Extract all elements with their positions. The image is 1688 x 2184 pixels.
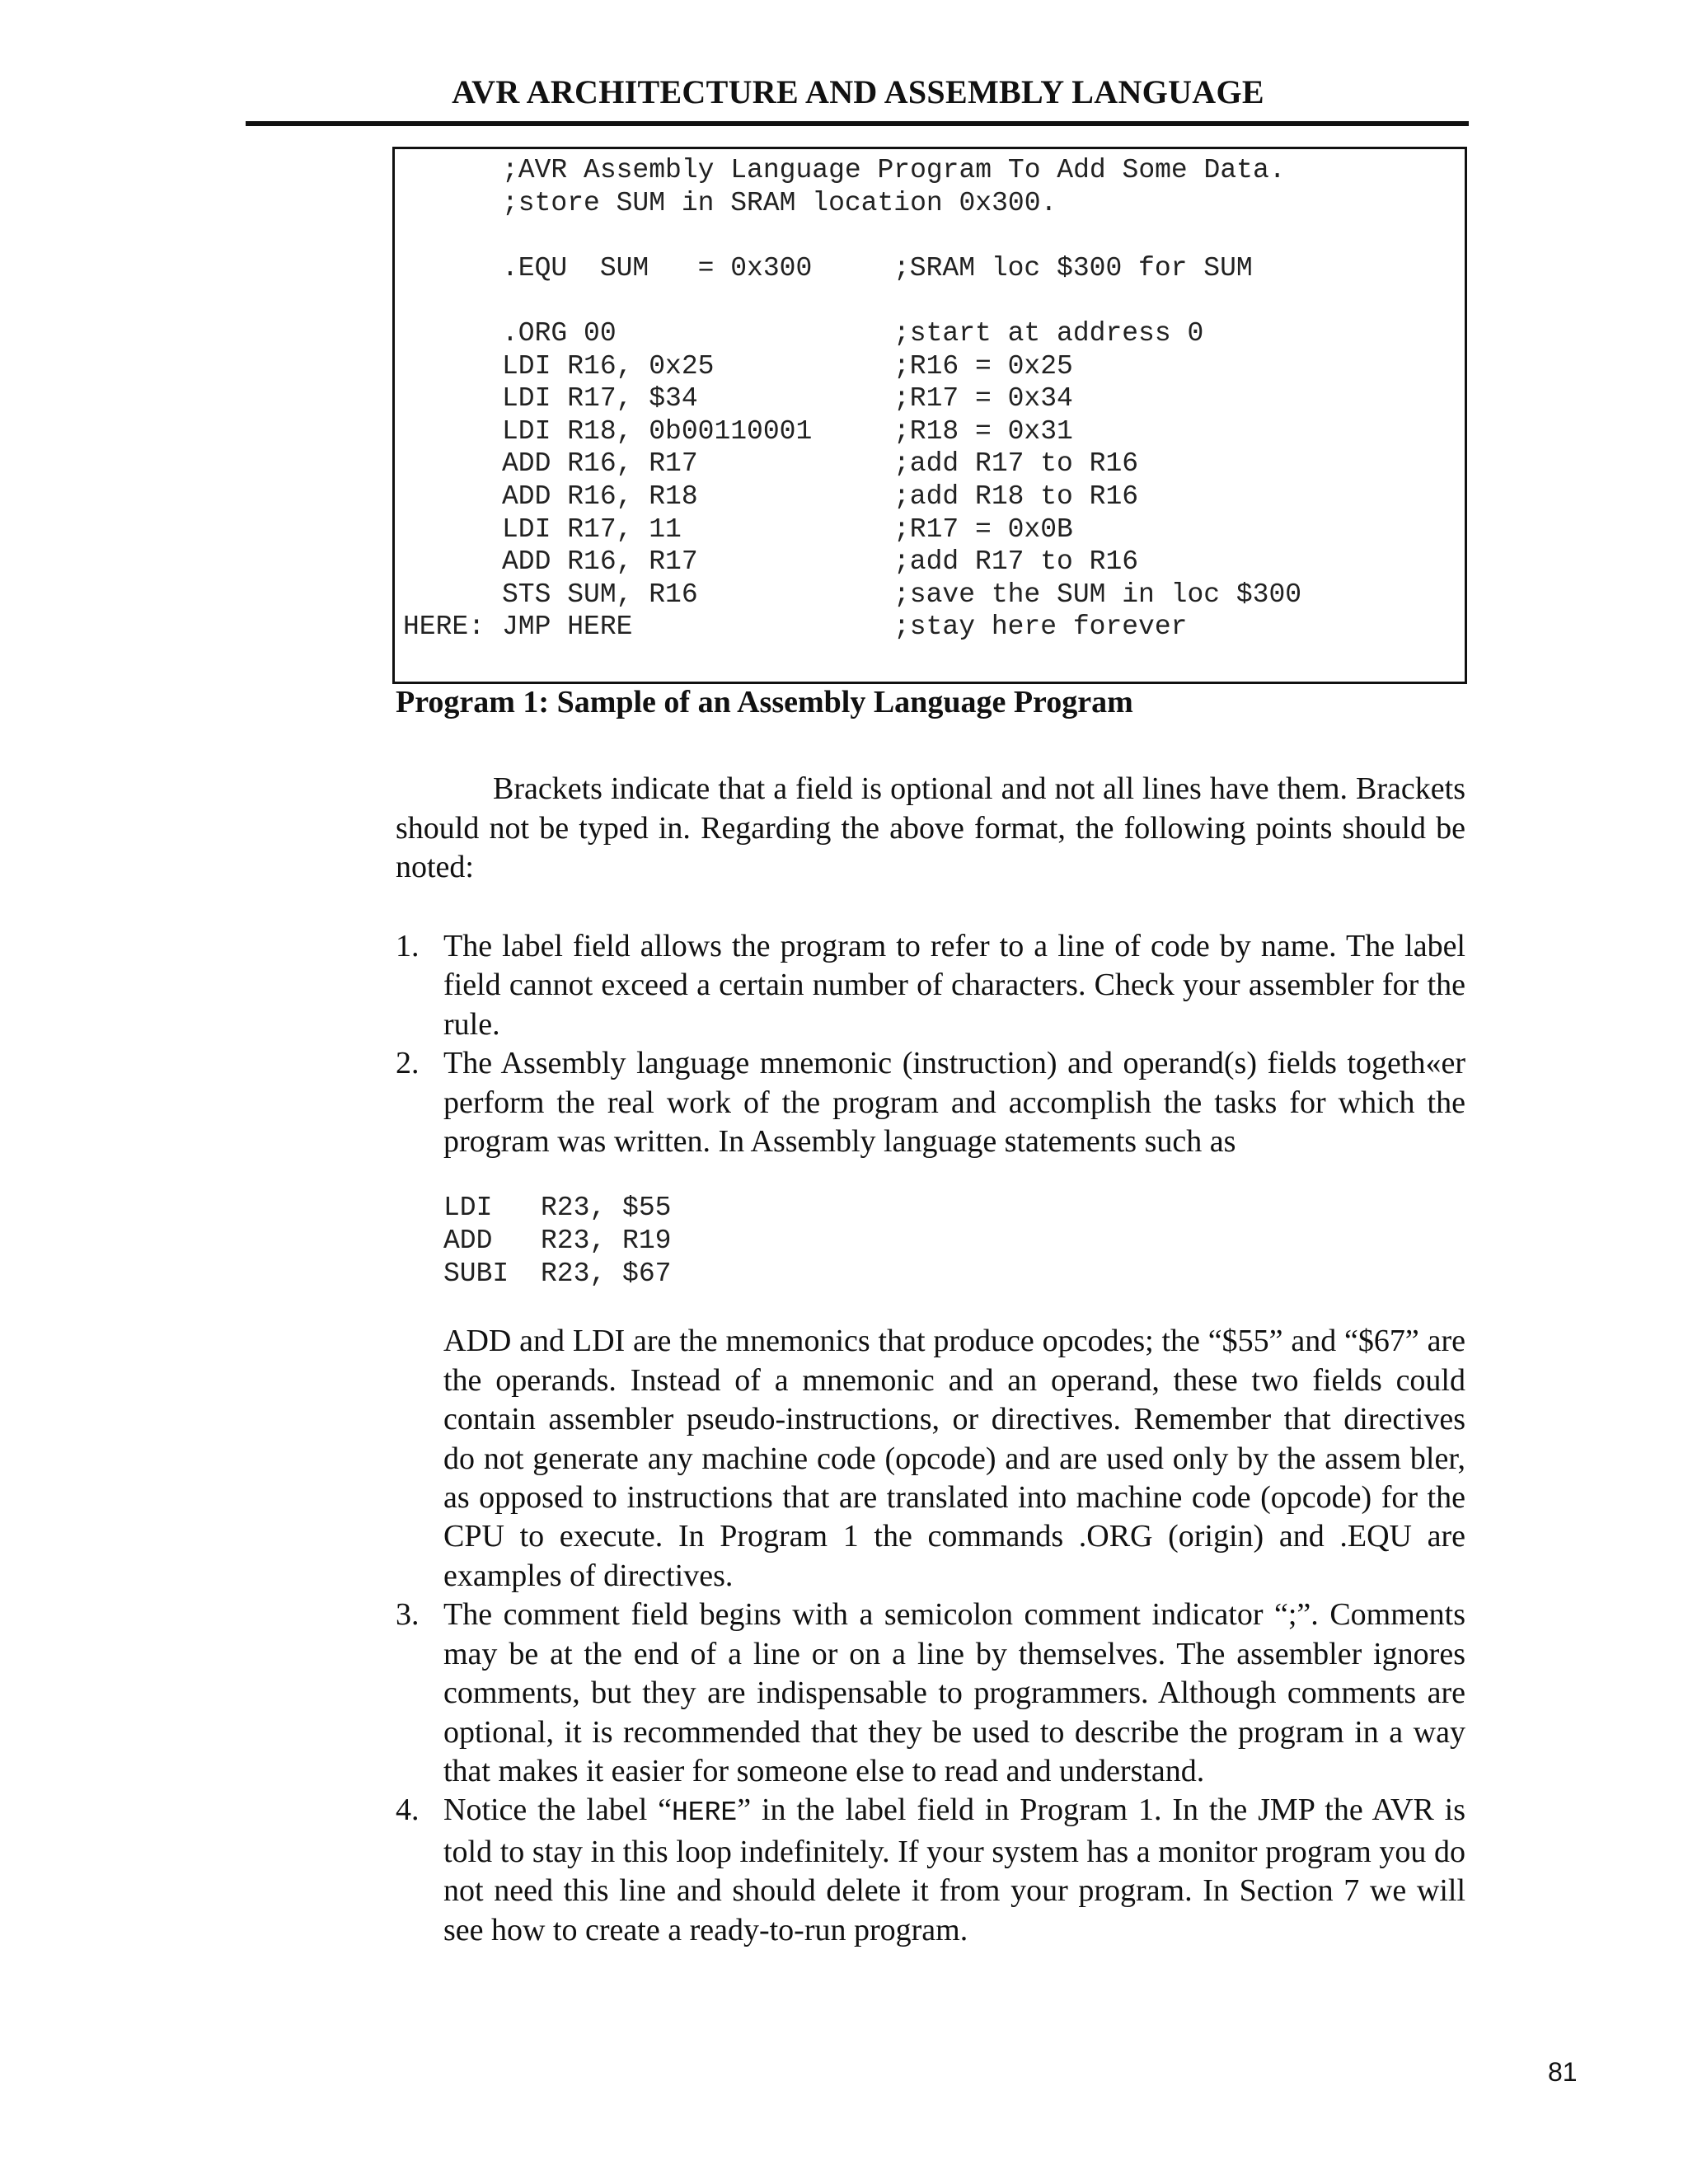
code-line <box>395 252 1465 285</box>
code-operands: R23, $67 <box>541 1258 672 1290</box>
code-instruction: ADD R16, R17 <box>502 448 698 480</box>
code-line <box>395 284 1465 317</box>
code-line <box>395 546 1465 579</box>
example-code-line <box>443 1192 1465 1225</box>
code-line <box>395 154 1465 187</box>
code-comment: ;SRAM loc $300 for SUM <box>893 252 1253 284</box>
code-comment: ;stay here forever <box>893 612 1188 643</box>
code-instruction: ;AVR Assembly Language Program To Add Some Data. <box>502 155 1286 185</box>
code-label: HERE: <box>403 612 485 643</box>
code-instruction: .ORG 00 <box>502 317 617 349</box>
list-item-text: The Assembly language mnemonic (instruction) and operand(s) fields togeth«er perform the real work of the program and accomplish the tasks for which the program was written. In Assembly language statements such as <box>443 1046 1465 1160</box>
list-item-continuation <box>396 1322 1465 1596</box>
list-item-text: The comment field begins with a semicolon comment indicator “;”. Comments may be at the end of a line or on a line by themselves. The assembler ignores comments, but they are indispensable to programmers. Although comments are optional, it is recommended that they be used to describe the program in a way that makes it easier for someone else to read and understand. <box>443 1597 1465 1788</box>
code-mnemonic: ADD <box>443 1226 493 1257</box>
code-comment: ;add R18 to R16 <box>893 480 1139 512</box>
code-comment: ;start at address 0 <box>893 317 1204 349</box>
list-item <box>396 1596 1465 1791</box>
code-line <box>395 350 1465 383</box>
code-instruction: .EQU SUM = 0x300 <box>502 252 813 284</box>
list-item-text: ADD and LDI are the mnemonics that produce opcodes; the “$55” and “$67” are the operands. Instead of a mnemonic and an operand, these two fields could contain assembler pseudo-instructions, or directives. Remember that directives do not generate any machine code (opcode) and are used only by the assem bler, as opposed to instructions that are translated into machine code (opcode) for the CPU to execute. In Program 1 the commands .ORG (origin) and .EQU are examples of directives. <box>443 1324 1465 1593</box>
code-line <box>395 448 1465 480</box>
code-operands: R23, R19 <box>541 1226 672 1257</box>
code-line <box>395 187 1465 220</box>
intro-paragraph <box>396 770 1465 888</box>
page-number: 81 <box>1548 2057 1578 2087</box>
header-rule <box>246 121 1469 126</box>
list-item <box>396 1044 1465 1161</box>
list-item-text: The label field allows the program to refer to a line of code by name. The label field cannot exceed a certain number of characters. Check your assembler for the rule. <box>443 929 1465 1042</box>
code-comment: ;add R17 to R16 <box>893 546 1139 578</box>
code-comment: ;save the SUM in loc $300 <box>893 579 1302 610</box>
code-operands: R23, $55 <box>541 1193 672 1224</box>
code-instruction: ;store SUM in SRAM location 0x300. <box>502 187 1057 218</box>
notes-list <box>396 927 1465 1950</box>
code-instruction: ADD R16, R18 <box>502 480 698 512</box>
code-comment: ;R17 = 0x34 <box>893 383 1073 415</box>
code-instruction: LDI R18, 0b00110001 <box>502 415 813 447</box>
code-instruction: STS SUM, R16 <box>502 579 698 610</box>
list-item <box>396 1791 1465 1950</box>
code-comment: ;add R17 to R16 <box>893 448 1139 480</box>
code-line <box>395 219 1465 252</box>
code-line <box>395 382 1465 415</box>
example-code-block <box>443 1192 1465 1291</box>
list-item <box>396 927 1465 1044</box>
code-line <box>395 317 1465 350</box>
text-segment: ” in the label field in Program 1. In the JMP the AVR is told to stay in this loop indefinitely. If your system has a monitor program you do not need this line and should delete it from your program. In Section 7 we will see how to create a ready-to-run program. <box>443 1793 1465 1947</box>
list-item-text <box>443 1791 1465 1950</box>
code-instruction: JMP HERE <box>502 612 633 643</box>
list-number: 4. <box>396 1793 420 1828</box>
code-instruction: LDI R16, 0x25 <box>502 350 715 382</box>
code-instruction: ADD R16, R17 <box>502 546 698 578</box>
list-number: 2. <box>396 1046 420 1081</box>
code-instruction: LDI R17, 11 <box>502 513 682 545</box>
code-line <box>395 513 1465 546</box>
code-line <box>395 611 1465 644</box>
inline-code: HERE <box>672 1797 738 1829</box>
code-line <box>395 579 1465 612</box>
code-instruction: LDI R17, $34 <box>502 383 698 415</box>
code-line <box>395 480 1465 513</box>
example-code-line <box>443 1258 1465 1291</box>
code-mnemonic: LDI <box>443 1193 493 1224</box>
program-caption: Program 1: Sample of an Assembly Language Program <box>396 685 1133 719</box>
list-number: 3. <box>396 1597 420 1633</box>
code-line <box>395 415 1465 448</box>
example-code-line <box>443 1225 1465 1258</box>
code-comment: ;R17 = 0x0B <box>893 513 1073 545</box>
intro-text: Brackets indicate that a field is optional and not all lines have them. Brackets should not be typed in. Regarding the above format, the following points should be noted: <box>396 771 1465 885</box>
code-comment: ;R18 = 0x31 <box>893 415 1073 447</box>
list-number: 1. <box>396 929 420 963</box>
code-mnemonic: SUBI <box>443 1258 509 1290</box>
code-comment: ;R16 = 0x25 <box>893 350 1073 382</box>
program-listing <box>392 147 1467 684</box>
text-segment: Notice the label “ <box>443 1793 672 1828</box>
running-header: AVR ARCHITECTURE AND ASSEMBLY LANGUAGE <box>452 73 1264 110</box>
